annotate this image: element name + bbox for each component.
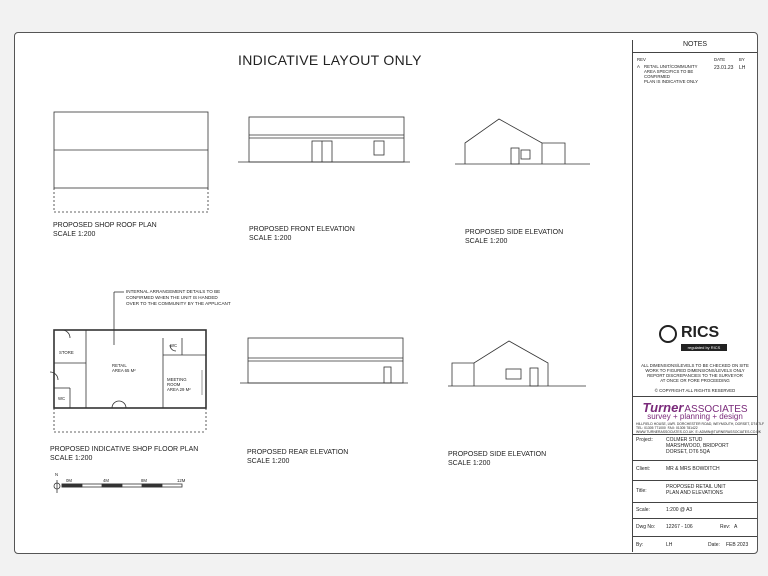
- firm-name-1: Turner: [642, 400, 684, 415]
- side-elevation-1-label: PROPOSED SIDE ELEVATION: [465, 229, 564, 236]
- notes-by: LH: [739, 65, 746, 71]
- scale-bar-drawing: [54, 480, 182, 493]
- front-elevation-label: PROPOSED FRONT ELEVATION: [249, 226, 355, 233]
- rev-label: Rev:: [720, 524, 731, 530]
- front-elevation-scale: SCALE 1:200: [249, 235, 292, 242]
- room-store: STORE: [59, 350, 74, 355]
- scale-tick-8: 8M: [141, 478, 147, 483]
- client-value: MR & MRS BOWDITCH: [666, 466, 720, 472]
- title-label: Title:: [636, 488, 647, 494]
- side-elevation-2-label: PROPOSED SIDE ELEVATION: [448, 451, 547, 458]
- notes-panel: [632, 40, 765, 552]
- firm-tagline: survey + planning + design: [647, 412, 743, 421]
- rear-elevation-label: PROPOSED REAR ELEVATION: [247, 449, 349, 456]
- roof-plan-scale: SCALE 1:200: [53, 231, 96, 238]
- floor-plan-label: PROPOSED INDICATIVE SHOP FLOOR PLAN: [50, 446, 199, 453]
- date-value: FEB 2023: [726, 542, 749, 548]
- notes-col-by: BY: [739, 57, 745, 62]
- by-value: LH: [666, 542, 673, 548]
- rics-lion-icon: [659, 325, 677, 343]
- side-elevation-1-scale: SCALE 1:200: [465, 238, 508, 245]
- notes-header: NOTES: [682, 41, 708, 48]
- side-elevation-2-scale: SCALE 1:200: [448, 460, 491, 467]
- front-elevation-drawing: [238, 117, 410, 162]
- floor-plan-scale: SCALE 1:200: [50, 455, 93, 462]
- room-wc-1: WC: [58, 396, 66, 401]
- rear-elevation-scale: SCALE 1:200: [247, 458, 290, 465]
- side-elevation-1-drawing: [455, 119, 590, 164]
- room-retail: RETAIL AREA 65 M²: [112, 363, 136, 373]
- notes-rev: A: [637, 64, 640, 69]
- disclaimer-text: ALL DIMENSIONS/LEVELS TO BE CHECKED ON SITE WORK TO FIGURED DIMENSIONS/LEVELS ONLY REPORT DISCREPANCIES TO THE SURVEYOR AT ONCE OR FORE PROCEEDING: [641, 363, 749, 383]
- by-label: By:: [636, 542, 644, 548]
- project-value: COLMER STUD MARSHWOOD, BRIDPORT DORSET, DT6 5QA: [666, 437, 729, 455]
- firm-name-2: ASSOCIATES: [684, 404, 748, 415]
- rear-elevation-drawing: [240, 338, 408, 383]
- annotation-leader: [114, 292, 124, 345]
- notes-col-rev: REV: [637, 57, 646, 62]
- notes-date: 23.01.23: [714, 65, 734, 71]
- project-label: Project:: [636, 437, 653, 443]
- roof-plan-drawing: [54, 112, 208, 212]
- north-arrow-icon: N: [55, 472, 59, 477]
- title-value: PROPOSED RETAIL UNIT PLAN AND ELEVATIONS: [666, 484, 726, 496]
- firm-address: HILLFIELD HOUSE, LWR. DORCHESTER ROAD, WEYMOUTH, DORSET, DT4 7LF TEL: 01305 771000 FAX: 01305 781422 WWW.TURNERASSOCIATES.CO.UK E: ADMIN@TURNERASSOCIATES.CO.UK: [636, 422, 765, 434]
- client-label: Client:: [636, 466, 651, 472]
- rev-value: A: [734, 524, 738, 530]
- copyright-text: © COPYRIGHT ALL RIGHTS RESERVED: [654, 388, 736, 393]
- scale-tick-4: 4M: [103, 478, 109, 483]
- room-meeting: MEETING ROOM AREA 29 M²: [167, 377, 191, 392]
- rics-sub: regulated by RICS: [681, 344, 727, 351]
- notes-col-date: DATE: [714, 57, 726, 62]
- date-label: Date:: [708, 542, 720, 548]
- scale-tick-12: 12M: [177, 478, 186, 483]
- notes-text: RETAIL UNIT/COMMUNITY AREA SPECIFICS TO BE CONFIRMED PLAN IS INDICATIVE ONLY: [644, 64, 699, 84]
- internal-arrangement-note: INTERNAL ARRANGEMENT DETAILS TO BE CONFIRMED WHEN THE UNIT IS HANDED OVER TO THE COMMUNITY BY THE APPLICANT: [126, 289, 231, 306]
- sheet-title: INDICATIVE LAYOUT ONLY: [238, 52, 422, 68]
- scale-label: Scale:: [636, 507, 650, 513]
- dwg-label: Dwg No:: [636, 524, 656, 530]
- rics-logo: [659, 324, 737, 356]
- room-wc-2: WC: [170, 343, 178, 348]
- side-elevation-2-drawing: [448, 341, 586, 386]
- roof-plan-label: PROPOSED SHOP ROOF PLAN: [53, 222, 157, 229]
- scale-tick-0: 0M: [66, 478, 72, 483]
- scale-value: 1:200 @ A3: [666, 507, 693, 513]
- dwg-value: 12267 - 106: [666, 524, 693, 530]
- rics-name: RICS: [681, 324, 720, 341]
